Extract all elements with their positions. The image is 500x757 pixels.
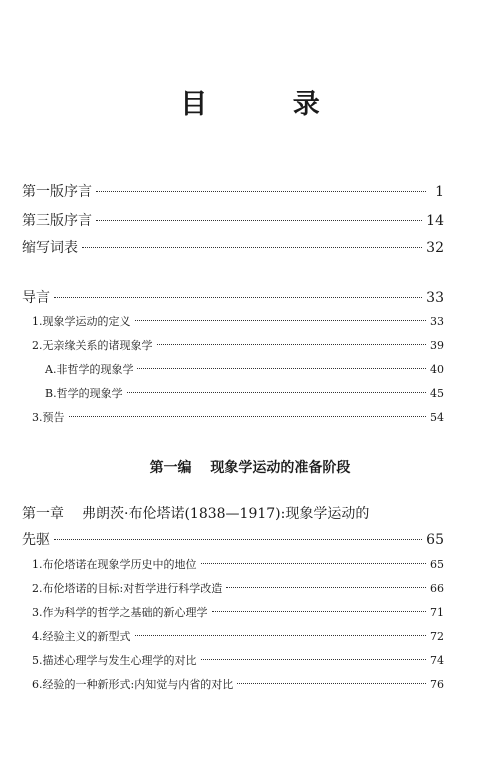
toc-entry-ch1-4[interactable] <box>32 628 444 644</box>
toc-entry-page: 71 <box>430 606 444 619</box>
dot-leader <box>201 658 427 660</box>
toc-entry-abbreviations[interactable] <box>22 237 444 257</box>
toc-entry-ch1-5[interactable] <box>32 652 444 668</box>
toc-entry-label: 缩写词表 <box>22 240 78 256</box>
toc-entry-intro-3[interactable] <box>32 409 444 425</box>
toc-entry-preface-third[interactable] <box>22 210 444 230</box>
toc-entry-label: 先驱 <box>22 532 50 548</box>
dot-leader <box>135 634 427 636</box>
toc-entry-label: 5.描述心理学与发生心理学的对比 <box>32 654 197 667</box>
toc-entry-label: 6.经验的一种新形式:内知觉与内省的对比 <box>32 678 234 691</box>
toc-entry-label: B.哲学的现象学 <box>45 387 123 400</box>
toc-entry-label: 导言 <box>22 290 50 306</box>
dot-leader <box>237 682 426 684</box>
toc-entry-intro-2[interactable] <box>32 337 444 353</box>
dot-leader <box>226 586 426 588</box>
toc-entry-intro-2a[interactable] <box>45 361 444 377</box>
toc-entry-page: 65 <box>430 558 444 571</box>
toc-entry-ch1-6[interactable] <box>32 676 444 692</box>
toc-entry-page: 54 <box>430 411 444 424</box>
toc-entry-page: 39 <box>430 339 444 352</box>
toc-entry-page: 32 <box>426 240 444 256</box>
toc-entry-ch1-1[interactable] <box>32 556 444 572</box>
dot-leader <box>137 367 426 369</box>
part-heading: 第一编 现象学运动的准备阶段 <box>149 460 351 476</box>
chapter-number: 第一章 <box>22 506 64 522</box>
toc-entry-label: 1.现象学运动的定义 <box>32 315 131 328</box>
toc-entry-page: 33 <box>426 290 444 306</box>
toc-entry-page: 45 <box>430 387 444 400</box>
toc-entry-label: 3.预告 <box>32 411 65 424</box>
toc-entry-label: 3.作为科学的哲学之基础的新心理学 <box>32 606 208 619</box>
toc-entry-ch1-3[interactable] <box>32 604 444 620</box>
toc-entry-page: 65 <box>426 532 444 548</box>
dot-leader <box>96 190 426 192</box>
toc-entry-preface-first[interactable] <box>22 181 444 201</box>
dot-leader <box>82 246 422 248</box>
toc-entry-intro-2b[interactable] <box>45 385 444 401</box>
toc-entry-label: 第三版序言 <box>22 213 92 229</box>
page-title: 目 录 <box>180 89 358 120</box>
dot-leader <box>69 415 427 417</box>
toc-entry-label: 2.布伦塔诺的目标:对哲学进行科学改造 <box>32 582 223 595</box>
dot-leader <box>201 562 427 564</box>
toc-entry-label: A.非哲学的现象学 <box>45 363 134 376</box>
toc-entry-page: 40 <box>430 363 444 376</box>
toc-entry-ch1-2[interactable] <box>32 580 444 596</box>
toc-entry-page: 76 <box>430 678 444 691</box>
dot-leader <box>157 343 427 345</box>
dot-leader <box>135 319 427 321</box>
toc-entry-page: 66 <box>430 582 444 595</box>
toc-entry-page: 14 <box>426 213 444 229</box>
toc-entry-page: 72 <box>430 630 444 643</box>
toc-entry-label: 1.布伦塔诺在现象学历史中的地位 <box>32 558 197 571</box>
dot-leader <box>54 538 422 540</box>
dot-leader <box>212 610 427 612</box>
toc-entry-page: 1 <box>435 184 444 200</box>
chapter-title-line1: 弗朗茨·布伦塔诺(1838—1917):现象学运动的 <box>82 506 370 522</box>
toc-entry-intro-1[interactable] <box>32 313 444 329</box>
toc-entry-introduction[interactable] <box>22 287 444 307</box>
dot-leader <box>127 391 426 393</box>
dot-leader <box>96 219 422 221</box>
toc-entry-label: 第一版序言 <box>22 184 92 200</box>
dot-leader <box>54 296 422 298</box>
toc-entry-label: 2.无亲缘关系的诸现象学 <box>32 339 153 352</box>
toc-entry-page: 33 <box>430 315 444 328</box>
toc-entry-chapter1-cont[interactable] <box>22 529 444 549</box>
toc-entry-label: 4.经验主义的新型式 <box>32 630 131 643</box>
toc-entry-page: 74 <box>430 654 444 667</box>
chapter-heading[interactable] <box>22 503 369 523</box>
